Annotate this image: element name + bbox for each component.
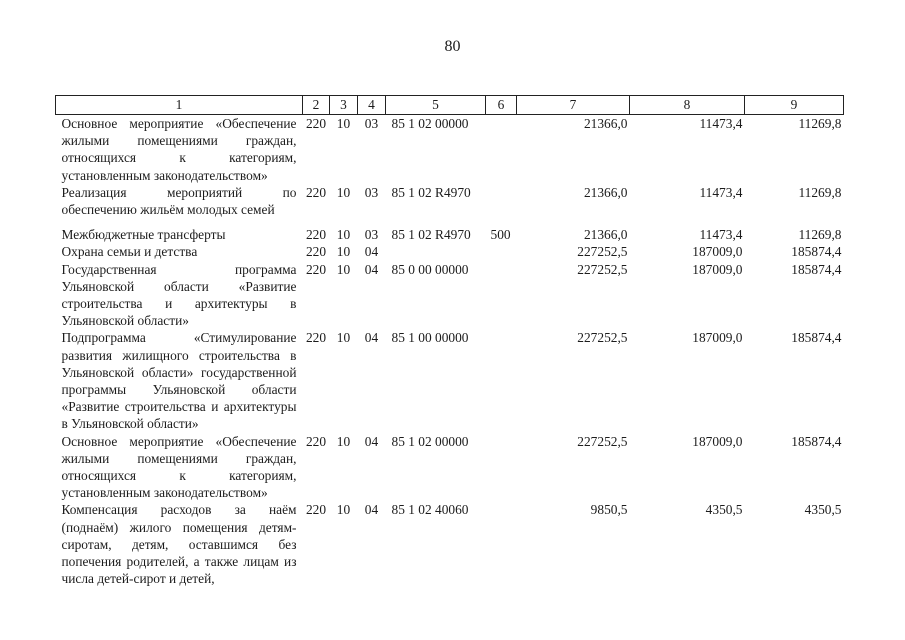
cell-amount-2: 11473,4 <box>699 116 743 131</box>
cell-section: 10 <box>336 116 351 131</box>
table-row <box>56 184 844 226</box>
cell-subsection: 04 <box>364 330 379 346</box>
cell-section: 10 <box>336 330 351 346</box>
cell-name: Охрана семьи и детства <box>61 244 198 260</box>
cell-section: 10 <box>336 502 351 518</box>
col-header-8: 8 <box>630 96 745 115</box>
cell-target-code: 85 1 02 R4970 <box>391 227 471 243</box>
cell-amount-1: 21366,0 <box>583 227 628 243</box>
cell-name: Государственная программа Ульяновской области «Развитие строительства и архитектуры в Ульяновской области» <box>61 261 297 329</box>
cell-amount-3: 185874,4 <box>791 244 842 260</box>
cell-amount-3: 4350,5 <box>804 502 842 518</box>
cell-amount-1: 21366,0 <box>583 116 628 131</box>
cell-amount-2: 187009,0 <box>692 433 743 449</box>
col-header-2: 2 <box>303 96 330 115</box>
cell-target-code: 85 1 02 40060 <box>391 502 469 518</box>
col-header-9: 9 <box>745 96 844 115</box>
cell-subsection: 04 <box>364 433 379 449</box>
cell-amount-1: 21366,0 <box>583 184 628 200</box>
col-header-1: 1 <box>56 96 303 115</box>
header-row <box>56 96 844 115</box>
cell-amount-1: 227252,5 <box>577 330 628 346</box>
cell-admin-code: 220 <box>305 433 327 449</box>
cell-amount-3: 11269,8 <box>798 184 842 200</box>
cell-amount-2: 4350,5 <box>705 502 743 518</box>
cell-admin-code: 220 <box>305 502 327 518</box>
table-row <box>56 501 844 587</box>
cell-expense-type <box>486 329 517 432</box>
cell-amount-2: 187009,0 <box>692 244 743 260</box>
cell-amount-3: 185874,4 <box>791 433 842 449</box>
table-row <box>56 329 844 432</box>
cell-amount-3: 11269,8 <box>798 227 842 243</box>
table-row <box>56 226 844 243</box>
cell-section: 10 <box>336 184 351 200</box>
cell-target-code: 85 0 00 00000 <box>391 261 469 277</box>
cell-target-code: 85 1 02 R4970 <box>391 184 471 200</box>
cell-amount-1: 227252,5 <box>577 244 628 260</box>
cell-expense-type <box>486 243 517 260</box>
cell-subsection: 03 <box>364 227 379 243</box>
cell-subsection: 04 <box>364 502 379 518</box>
cell-target-code <box>386 243 486 260</box>
cell-expense-type <box>486 501 517 587</box>
cell-amount-3: 11269,8 <box>798 116 842 131</box>
cell-expense-type <box>486 433 517 502</box>
cell-name: Межбюджетные трансферты <box>61 227 226 243</box>
cell-section: 10 <box>336 261 351 277</box>
table-row <box>56 243 844 260</box>
cell-amount-2: 187009,0 <box>692 330 743 346</box>
cell-admin-code: 220 <box>305 261 327 277</box>
cell-expense-type <box>486 115 517 184</box>
table-row <box>56 433 844 502</box>
cell-admin-code: 220 <box>305 116 327 131</box>
cell-expense-type: 500 <box>490 227 511 243</box>
cell-admin-code: 220 <box>305 184 327 200</box>
cell-admin-code: 220 <box>305 227 327 243</box>
table-row <box>56 261 844 330</box>
cell-expense-type <box>486 184 517 226</box>
cell-expense-type <box>486 261 517 330</box>
col-header-5: 5 <box>386 96 486 115</box>
cell-amount-1: 227252,5 <box>577 261 628 277</box>
cell-section: 10 <box>336 227 351 243</box>
budget-table <box>55 95 844 587</box>
cell-name: Реализация мероприятий по обеспечению жильём молодых семей <box>61 184 297 218</box>
cell-amount-2: 187009,0 <box>692 261 743 277</box>
cell-admin-code: 220 <box>305 244 327 260</box>
cell-amount-1: 227252,5 <box>577 433 628 449</box>
cell-amount-2: 11473,4 <box>699 184 743 200</box>
cell-section: 10 <box>336 433 351 449</box>
col-header-7: 7 <box>517 96 630 115</box>
cell-amount-3: 185874,4 <box>791 261 842 277</box>
cell-amount-1: 9850,5 <box>590 502 628 518</box>
page-number: 80 <box>444 38 461 55</box>
table-body <box>56 115 844 588</box>
cell-target-code: 85 1 00 00000 <box>391 330 469 346</box>
cell-subsection: 03 <box>364 116 379 131</box>
cell-amount-2: 11473,4 <box>699 227 743 243</box>
cell-target-code: 85 1 02 00000 <box>391 433 469 449</box>
cell-section: 10 <box>336 244 351 260</box>
cell-admin-code: 220 <box>305 330 327 346</box>
cell-amount-3: 185874,4 <box>791 330 842 346</box>
cell-subsection: 03 <box>364 184 379 200</box>
cell-subsection: 04 <box>364 261 379 277</box>
cell-target-code: 85 1 02 00000 <box>391 116 469 131</box>
cell-name: Подпрограмма «Стимулирование развития жилищного строительства в Ульяновской области» государственной программы Ульяновской области «Развитие строительства и архитектуры в Ульяновской области» <box>61 330 297 432</box>
cell-subsection: 04 <box>364 244 379 260</box>
table-header <box>56 96 844 115</box>
cell-name: Основное мероприятие «Обеспечение жилыми помещениями граждан, относящихся к категориям, установленным законодательством» <box>61 433 297 501</box>
cell-name: Компенсация расходов за наём (поднаём) жилого помещения детям-сиротам, детям, оставшимся без попечения родителей, а также лицам из числа детей-сирот и детей, <box>61 502 297 587</box>
table-row <box>56 115 844 184</box>
col-header-3: 3 <box>330 96 358 115</box>
col-header-4: 4 <box>358 96 386 115</box>
col-header-6: 6 <box>486 96 517 115</box>
cell-name: Основное мероприятие «Обеспечение жилыми помещениями граждан, относящихся к категориям, установленным законодательством» <box>61 116 297 183</box>
